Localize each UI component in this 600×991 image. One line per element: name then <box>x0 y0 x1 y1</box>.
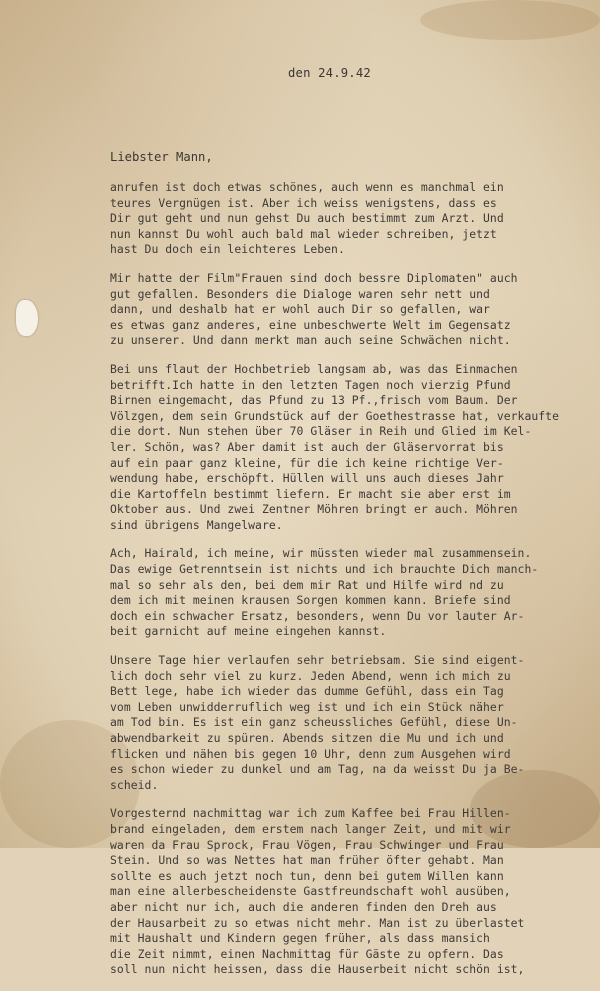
letter-salutation: Liebster Mann, <box>110 150 213 164</box>
letter-line: Bei uns flaut der Hochbetrieb langsam ab, was das Einmachen <box>110 361 518 376</box>
letter-line: doch ein schwacher Ersatz, besonders, wenn Du vor lauter Ar- <box>110 608 525 623</box>
letter-line: Vorgesternd nachmittag war ich zum Kaffee bei Frau Hillen- <box>110 806 511 821</box>
letter-line: teures Vergnügen ist. Aber ich weiss wenigstens, dass es <box>110 195 497 210</box>
letter-line: auf ein paar ganz kleine, für die ich keine richtige Ver- <box>110 455 504 470</box>
letter-line: betrifft.Ich hatte in den letzten Tagen noch vierzig Pfund <box>110 377 511 392</box>
letter-line: sind übrigens Mangelware. <box>110 517 283 532</box>
letter-body <box>110 180 580 991</box>
letter-line: waren da Frau Sprock, Frau Vögen, Frau Schwinger und Frau <box>110 837 504 852</box>
letter-paragraph <box>110 546 580 640</box>
letter-line: die dort. Nun stehen über 70 Gläser in Reih und Glied im Kel- <box>110 424 532 439</box>
letter-line: vom Leben unwidderruflich weg ist und ich ein Stück näher <box>110 699 504 714</box>
letter-line: scheid. <box>110 777 159 792</box>
letter-line: mal so sehr als den, bei dem mir Rat und Hilfe wird nd zu <box>110 577 504 592</box>
letter-line: dann, und deshalb hat er wohl auch Dir so gefallen, war <box>110 302 490 317</box>
letter-line: dem ich mit meinen krausen Sorgen kommen kann. Briefe sind <box>110 593 511 608</box>
letter-line: mit Haushalt und Kindern gegen früher, als dass mansich <box>110 931 490 946</box>
letter-line: die Zeit nimmt, einen Nachmittag für Gäste zu opfern. Das <box>110 946 504 961</box>
letter-line: Stein. Und so was Nettes hat man früher öfter gehabt. Man <box>110 853 504 868</box>
letter-line: nun kannst Du wohl auch bald mal wieder schreiben, jetzt <box>110 226 497 241</box>
letter-line: gut gefallen. Besonders die Dialoge waren sehr nett und <box>110 286 490 301</box>
letter-line: Birnen eingemacht, das Pfund zu 13 Pf.,frisch vom Baum. Der <box>110 393 518 408</box>
letter-line: wendung habe, erschöpft. Hüllen will uns auch dieses Jahr <box>110 471 504 486</box>
letter-line: es schon wieder zu dunkel und am Tag, na da weisst Du ja Be- <box>110 762 525 777</box>
letter-line: Unsere Tage hier verlaufen sehr betriebsam. Sie sind eigent- <box>110 653 525 668</box>
letter-line: Das ewige Getrenntsein ist nichts und ich brauchte Dich manch- <box>110 562 539 577</box>
letter-line: flicken und nähen bis gegen 10 Uhr, denn zum Ausgehen wird <box>110 746 511 761</box>
letter-date: den 24.9.42 <box>288 66 371 80</box>
letter-line: Oktober aus. Und zwei Zentner Möhren bringt er auch. Möhren <box>110 502 518 517</box>
letter-line: sollte es auch jetzt noch tun, denn bei gutem Willen kann <box>110 868 504 883</box>
letter-line: es etwas ganz anderes, eine unbeschwerte Welt im Gegensatz <box>110 317 511 332</box>
paper-tear <box>16 300 38 336</box>
letter-paragraph <box>110 653 580 793</box>
letter-line: Bett lege, habe ich wieder das dumme Gefühl, dass ein Tag <box>110 684 504 699</box>
paper-stain <box>420 0 600 40</box>
letter-line: Völzgen, dem sein Grundstück auf der Goethestrasse hat, verkaufte <box>110 408 560 423</box>
letter-paragraph <box>110 806 580 978</box>
letter-line: der Hausarbeit zu so etwas nicht mehr. Man ist zu überlastet <box>110 915 525 930</box>
letter-line: anrufen ist doch etwas schönes, auch wenn es manchmal ein <box>110 180 504 194</box>
letter-line: aber nicht nur ich, auch die anderen finden den Dreh aus <box>110 899 497 914</box>
letter-line: soll nun nicht heissen, dass die Hauserbeit nicht schön ist, <box>110 962 525 977</box>
letter-line: hast Du doch ein leichteres Leben. <box>110 242 345 257</box>
letter-line: man eine allerbescheidenste Gastfreundschaft wohl ausüben, <box>110 884 511 899</box>
letter-paragraph <box>110 362 580 534</box>
letter-line: lich doch sehr viel zu kurz. Jeden Abend, wenn ich mich zu <box>110 668 511 683</box>
letter-line: beit garnicht auf meine eingehen kannst. <box>110 624 387 639</box>
letter-line: zu unserer. Und dann merkt man auch seine Schwächen nicht. <box>110 333 511 348</box>
letter-line: Ach, Hairald, ich meine, wir müssten wieder mal zusammensein. <box>110 546 532 561</box>
letter-paragraph <box>110 180 580 258</box>
letter-line: abwendbarkeit zu spüren. Abends sitzen die Mu und ich und <box>110 731 504 745</box>
letter-line: am Tod bin. Es ist ein ganz scheussliches Gefühl, diese Un- <box>110 715 518 730</box>
letter-line: Mir hatte der Film"Frauen sind doch bessre Diplomaten" auch <box>110 270 518 285</box>
letter-line: ler. Schön, was? Aber damit ist auch der Gläservorrat bis <box>110 439 504 454</box>
letter-line: Dir gut geht und nun gehst Du auch bestimmt zum Arzt. Und <box>110 211 504 226</box>
letter-paragraph <box>110 271 580 349</box>
letter-line: brand eingeladen, dem erstem nach langer Zeit, und mit wir <box>110 821 511 836</box>
letter-line: die Kartoffeln bestimmt liefern. Er macht sie aber erst im <box>110 486 511 501</box>
